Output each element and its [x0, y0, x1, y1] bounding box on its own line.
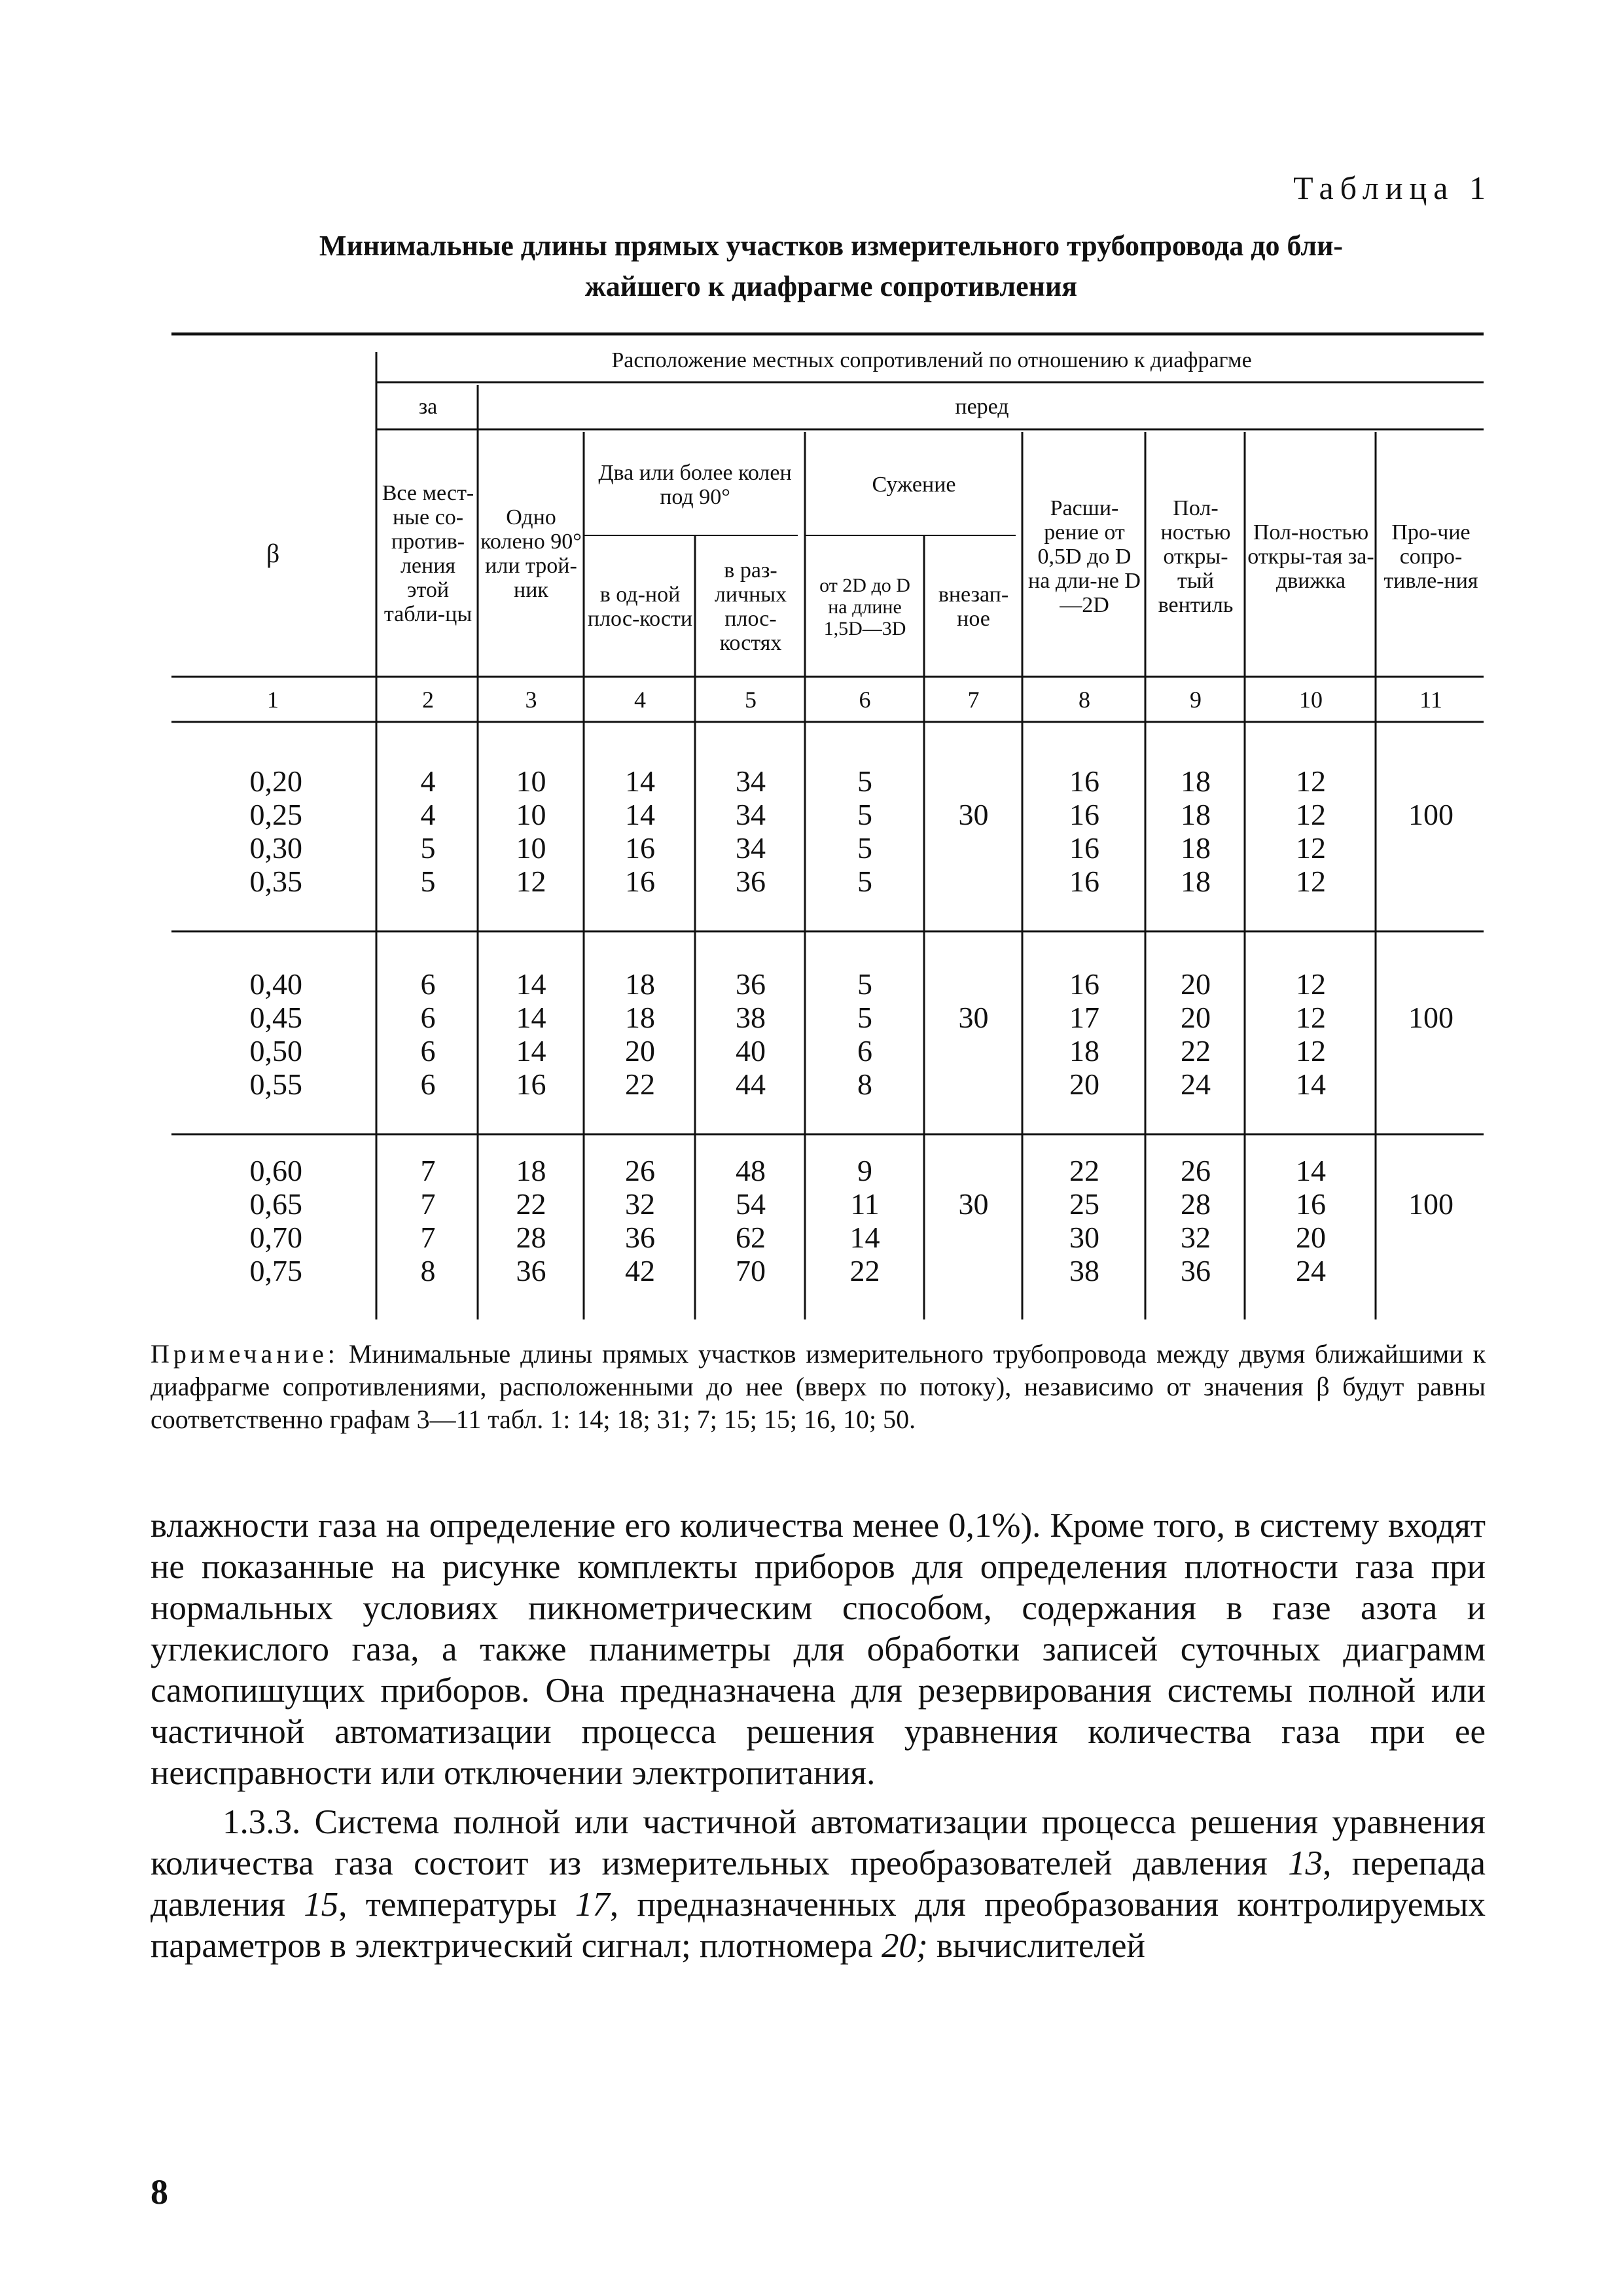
paragraph-text: вычислителей — [927, 1927, 1145, 1965]
table-cell: 26 — [1181, 1154, 1211, 1187]
top-header: Расположение местных сопротивлений по отношению к диафрагме — [611, 348, 1252, 372]
table-cell: 22 — [849, 1254, 880, 1287]
header-pered: перед — [955, 394, 1009, 419]
header-c67: Сужение — [872, 473, 956, 497]
c3-column — [480, 1154, 582, 1287]
paragraph-text: , предназначенных для преобразования контролируемых параметров в электрический сигнал; плотномера — [151, 1886, 1486, 1965]
table-cell: 32 — [1181, 1221, 1211, 1254]
c11-cell: 100 — [1408, 798, 1454, 831]
header-c7: внезап-ное — [938, 583, 1009, 631]
c7-cell: 30 — [958, 798, 989, 831]
table-cell: 25 — [1069, 1187, 1099, 1221]
c10-column — [1247, 1154, 1374, 1287]
header-c2: Все мест-ные со-против-ления этой табли-цы — [382, 481, 474, 626]
beta-column — [171, 1154, 302, 1287]
table-cell: 16 — [1296, 1187, 1326, 1221]
c11-cell: 100 — [1408, 1187, 1454, 1221]
c11-cell: 100 — [1408, 1001, 1454, 1034]
table-cell: 22 — [625, 1067, 655, 1101]
page-number: 8 — [151, 2172, 168, 2212]
table-cell: 22 — [1181, 1034, 1211, 1067]
c8-column — [1025, 1154, 1144, 1287]
table-cell: 12 — [1296, 1034, 1326, 1067]
c6-column — [808, 1154, 922, 1287]
table-cell: 20 — [1296, 1221, 1326, 1254]
table-cell: 14 — [849, 1221, 880, 1254]
col-num-4: 4 — [634, 686, 646, 713]
table-cell: 18 — [1181, 831, 1211, 865]
table-cell: 0,35 — [249, 865, 302, 898]
table-cell: 12 — [1296, 1001, 1326, 1034]
ref-number: 20; — [881, 1927, 928, 1965]
table-cell: 62 — [736, 1221, 766, 1254]
table-cell: 14 — [625, 798, 655, 831]
table-cell: 5 — [420, 865, 436, 898]
c3-column — [480, 967, 582, 1101]
beta-column — [171, 764, 302, 898]
table-cell: 12 — [1296, 967, 1326, 1001]
table-cell: 20 — [1069, 1067, 1099, 1101]
c9-column — [1148, 1154, 1243, 1287]
table-cell: 0,70 — [249, 1221, 302, 1254]
table-cell: 0,60 — [249, 1154, 302, 1187]
table-cell: 38 — [1069, 1254, 1099, 1287]
table-cell: 5 — [420, 831, 436, 865]
col-num-7: 7 — [967, 686, 980, 713]
table-cell: 20 — [1181, 1001, 1211, 1034]
table-cell: 70 — [736, 1254, 766, 1287]
table-cell: 48 — [736, 1154, 766, 1187]
table-cell: 22 — [516, 1187, 546, 1221]
table-cell: 8 — [420, 1254, 436, 1287]
table-cell: 12 — [1296, 831, 1326, 865]
table-note — [151, 1338, 1486, 1436]
table-cell: 32 — [625, 1187, 655, 1221]
c4-column — [587, 1154, 693, 1287]
table-cell: 0,40 — [249, 967, 302, 1001]
table-cell: 16 — [1069, 865, 1099, 898]
note-text: Минимальные длины прямых участков измерительного трубопровода между двумя ближайшими к диафрагме сопротивлениями, расположенными до нее (вверх по потоку), независимо от значения β будут равны соответственно графам 3—11 табл. 1: 14; 18; 31; 7; 15; 15; 16, 10; 50. — [151, 1339, 1486, 1434]
table-cell: 36 — [625, 1221, 655, 1254]
table-cell: 34 — [736, 831, 766, 865]
ref-number: 17 — [575, 1886, 610, 1924]
c8-column — [1025, 764, 1144, 898]
c7-cell: 30 — [958, 1001, 989, 1034]
table-cell: 44 — [736, 1067, 766, 1101]
header-c6: от 2D до D на длине 1,5D—3D — [819, 574, 910, 639]
header-za: за — [418, 394, 438, 419]
table-cell: 16 — [1069, 967, 1099, 1001]
table-cell: 6 — [420, 1067, 436, 1101]
body-text — [151, 1505, 1486, 1967]
col-num-6: 6 — [859, 686, 871, 713]
table-cell: 4 — [420, 798, 436, 831]
c2-column — [380, 764, 476, 898]
col-num-9: 9 — [1190, 686, 1202, 713]
table-cell: 17 — [1069, 1001, 1099, 1034]
header-c4: в од-ной плос-кости — [587, 583, 693, 631]
table-cell: 20 — [625, 1034, 655, 1067]
table-cell: 12 — [1296, 865, 1326, 898]
table-cell: 7 — [420, 1154, 436, 1187]
table-cell: 14 — [625, 764, 655, 798]
table-cell: 36 — [736, 967, 766, 1001]
table-cell: 16 — [625, 865, 655, 898]
table-title-line-2: жайшего к диафрагме сопротивления — [584, 270, 1078, 302]
table-cell: 12 — [1296, 764, 1326, 798]
beta-column — [171, 967, 302, 1101]
c4-column — [587, 967, 693, 1101]
table-cell: 24 — [1181, 1067, 1211, 1101]
table-cell: 0,75 — [249, 1254, 302, 1287]
table-cell: 16 — [516, 1067, 546, 1101]
col-num-5: 5 — [745, 686, 757, 713]
table-cell: 36 — [736, 865, 766, 898]
table-cell: 0,20 — [249, 764, 302, 798]
c2-column — [380, 967, 476, 1101]
table-cell: 7 — [420, 1221, 436, 1254]
paragraph: влажности газа на определение его количества менее 0,1%). Кроме того, в систему входят не показанные на рисунке комплекты приборов для определения плотности газа при нормальных условиях пикнометрическим способом, содержания в газе азота и углекислого газа, а также планиметры для обработки записей суточных диаграмм самопишущих приборов. Она предназначена для резервирования системы полной или частичной автоматизации процесса решения уравнения количества газа при ее неисправности или отключении электропитания. — [151, 1507, 1486, 1792]
paragraph-text: , температуры — [338, 1886, 575, 1924]
c5-column — [698, 967, 804, 1101]
c10-column — [1247, 967, 1374, 1101]
table-cell: 0,45 — [249, 1001, 302, 1034]
c3-column — [480, 764, 582, 898]
table-cell: 26 — [625, 1154, 655, 1187]
paragraph-text: , перепада давления — [151, 1844, 1486, 1924]
table-cell: 40 — [736, 1034, 766, 1067]
table-cell: 6 — [857, 1034, 872, 1067]
table-cell: 5 — [857, 967, 872, 1001]
table-cell: 16 — [625, 831, 655, 865]
table-cell: 18 — [1181, 764, 1211, 798]
table-cell: 0,50 — [249, 1034, 302, 1067]
table-cell: 36 — [1181, 1254, 1211, 1287]
table-cell: 0,65 — [249, 1187, 302, 1221]
table-cell: 54 — [736, 1187, 766, 1221]
table-cell: 12 — [1296, 798, 1326, 831]
table-cell: 5 — [857, 865, 872, 898]
col-num-8: 8 — [1079, 686, 1090, 713]
ref-number: 15 — [304, 1886, 339, 1924]
table-cell: 0,55 — [249, 1067, 302, 1101]
table-cell: 22 — [1069, 1154, 1099, 1187]
col-num-2: 2 — [422, 686, 434, 713]
table-cell: 28 — [516, 1221, 546, 1254]
table-cell: 34 — [736, 764, 766, 798]
table-cell: 14 — [516, 1034, 546, 1067]
table-cell: 7 — [420, 1187, 436, 1221]
table-cell: 14 — [1296, 1154, 1326, 1187]
table-cell: 5 — [857, 798, 872, 831]
table-cell: 42 — [625, 1254, 655, 1287]
table-cell: 18 — [1181, 865, 1211, 898]
note-lead: Примечание: — [151, 1339, 339, 1369]
header-c5: в раз-личных плос-костях — [714, 558, 787, 655]
ref-number: 13 — [1288, 1844, 1323, 1882]
table-cell: 36 — [516, 1254, 546, 1287]
c8-column — [1025, 967, 1144, 1101]
table-cell: 11 — [850, 1187, 880, 1221]
table-cell: 10 — [516, 798, 546, 831]
header-c8: Расши-рение от 0,5D до D на дли-не D—2D — [1028, 495, 1141, 617]
table-cell: 6 — [420, 1001, 436, 1034]
table-cell: 14 — [516, 967, 546, 1001]
table-cell: 18 — [516, 1154, 546, 1187]
col-num-1: 1 — [267, 686, 279, 713]
table-cell: 16 — [1069, 831, 1099, 865]
header-c9: Пол-ностью откры-тый вентиль — [1158, 495, 1234, 617]
table-title — [164, 226, 1499, 307]
table-cell: 5 — [857, 1001, 872, 1034]
col-num-3: 3 — [525, 686, 537, 713]
table-cell: 38 — [736, 1001, 766, 1034]
table-cell: 0,25 — [249, 798, 302, 831]
table-cell: 8 — [857, 1067, 872, 1101]
c2-column — [380, 1154, 476, 1287]
table-cell: 20 — [1181, 967, 1211, 1001]
table-label: Таблица 1 — [1293, 170, 1492, 206]
c9-column — [1148, 764, 1243, 898]
table-cell: 10 — [516, 764, 546, 798]
paragraph-text: 1.3.3. Система полной или частичной автоматизации процесса решения уравнения количества газа состоит из измерительных преобразователей давления — [151, 1803, 1486, 1882]
table-cell: 18 — [625, 967, 655, 1001]
table-cell: 6 — [420, 967, 436, 1001]
col-num-10: 10 — [1299, 686, 1323, 713]
table-title-line-1: Минимальные длины прямых участков измерительного трубопровода до бли- — [319, 230, 1344, 262]
table-cell: 9 — [857, 1154, 872, 1187]
table-cell: 30 — [1069, 1221, 1099, 1254]
table-cell: 16 — [1069, 798, 1099, 831]
c6-column — [808, 967, 922, 1101]
table-cell: 10 — [516, 831, 546, 865]
c9-column — [1148, 967, 1243, 1101]
table-cell: 28 — [1181, 1187, 1211, 1221]
c5-column — [698, 1154, 804, 1287]
col-num-11: 11 — [1419, 686, 1442, 713]
table-cell: 16 — [1069, 764, 1099, 798]
table-cell: 4 — [420, 764, 436, 798]
table-cell: 14 — [516, 1001, 546, 1034]
table-cell: 5 — [857, 764, 872, 798]
table-cell: 14 — [1296, 1067, 1326, 1101]
table-cell: 5 — [857, 831, 872, 865]
c6-column — [808, 764, 922, 898]
header-c11: Про-чие сопро-тивле-ния — [1383, 520, 1478, 593]
resistance-table — [171, 332, 1486, 1322]
table-cell: 34 — [736, 798, 766, 831]
table-cell: 24 — [1296, 1254, 1326, 1287]
table-cell: 0,30 — [249, 831, 302, 865]
table-cell: 18 — [1181, 798, 1211, 831]
c4-column — [587, 764, 693, 898]
table-cell: 18 — [1069, 1034, 1099, 1067]
paragraph — [151, 1802, 1486, 1967]
c5-column — [698, 764, 804, 898]
table-cell: 18 — [625, 1001, 655, 1034]
c7-cell: 30 — [958, 1187, 989, 1221]
header-c3: Одно колено 90° или трой-ник — [480, 505, 582, 602]
header-beta: β — [266, 538, 280, 568]
c10-column — [1247, 764, 1374, 898]
header-c10: Пол-ностью откры-тая за-движка — [1247, 520, 1374, 593]
table-cell: 12 — [516, 865, 546, 898]
table-cell: 6 — [420, 1034, 436, 1067]
header-c45: Два или более колен под 90° — [598, 460, 792, 509]
